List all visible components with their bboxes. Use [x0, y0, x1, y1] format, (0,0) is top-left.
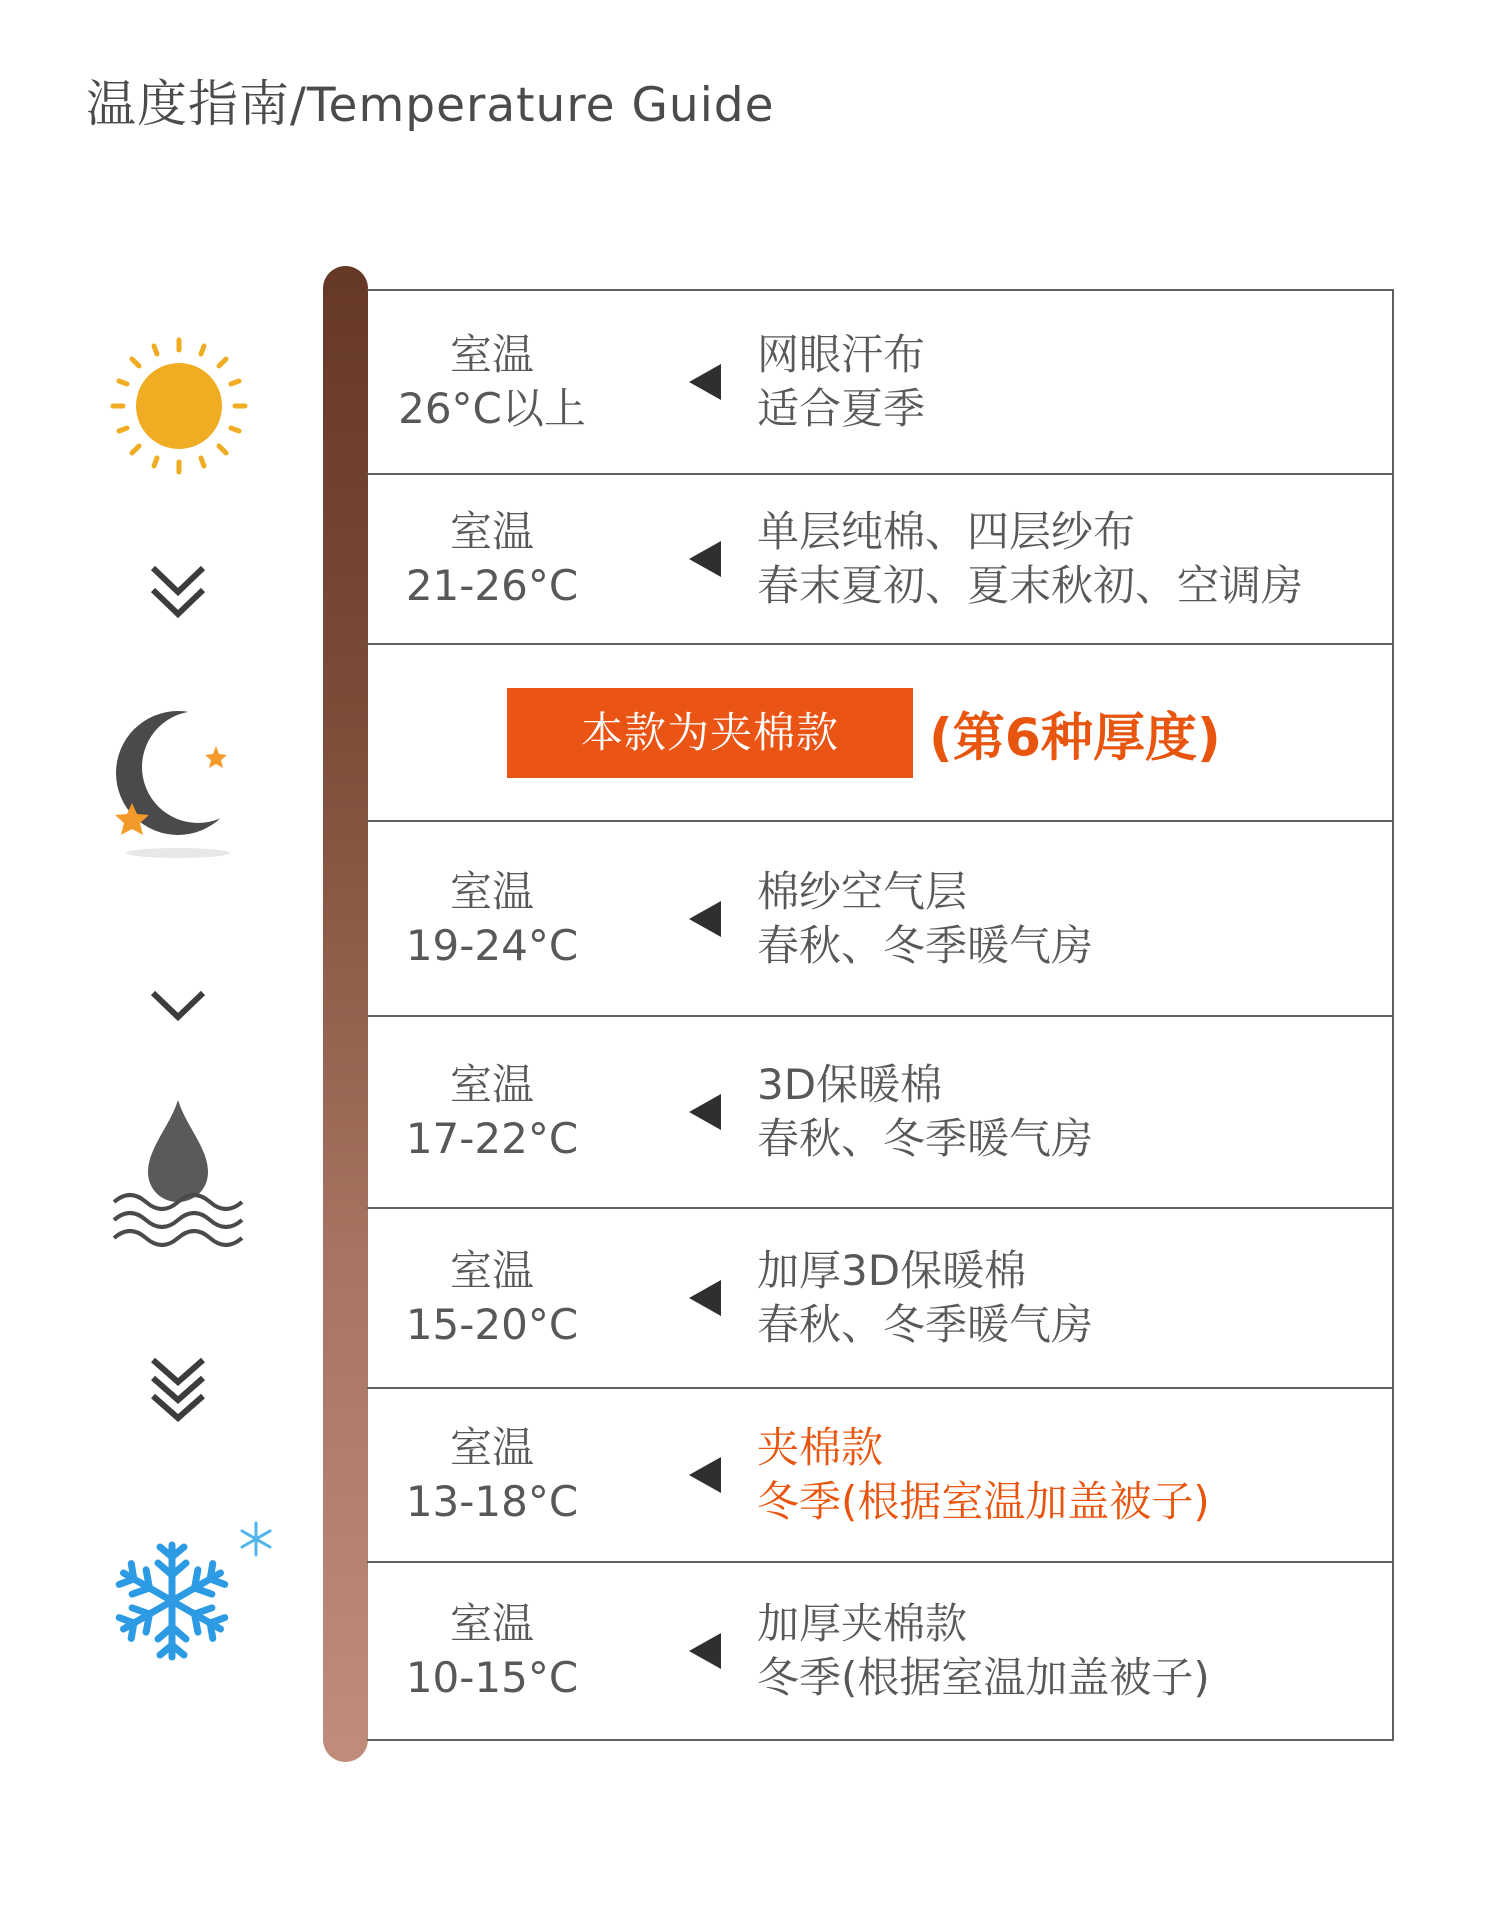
title-cn: 温度指南 [86, 75, 290, 133]
temp-label: 室温 [449, 1246, 534, 1295]
fabric-description [757, 1421, 1210, 1529]
double-chevron-down-icon [147, 1354, 209, 1434]
room-temp [367, 505, 617, 613]
room-temp [367, 865, 617, 973]
triangle-left-icon [689, 1280, 721, 1316]
temp-label: 室温 [449, 1423, 534, 1472]
fabric-season: 适合夏季 [757, 384, 926, 433]
moon-stars-icon [110, 705, 255, 865]
temp-range: 19-24°C [405, 920, 579, 970]
double-chevron-down-icon [147, 560, 209, 624]
fabric-season: 春末夏初、夏末秋初、空调房 [757, 561, 1304, 610]
temperature-gradient-bar [323, 266, 368, 1762]
triangle-left-icon [689, 1094, 721, 1130]
fabric-description [757, 328, 925, 436]
temperature-table [367, 289, 1394, 1741]
fabric-season: 春秋、冬季暖气房 [757, 1300, 1094, 1349]
snowflake-icon [112, 1513, 282, 1668]
chevron-down-icon [147, 985, 209, 1025]
temp-range: 21-26°C [405, 561, 579, 610]
room-temp [367, 328, 617, 436]
highlight-row [367, 645, 1392, 822]
fabric-name: 3D保暖棉 [757, 1060, 943, 1109]
temp-label: 室温 [449, 866, 534, 916]
temp-range: 15-20°C [405, 1300, 579, 1349]
fabric-description [757, 865, 1093, 973]
water-drop-icon [110, 1096, 246, 1248]
fabric-name: 加厚3D保暖棉 [757, 1246, 1027, 1295]
fabric-season: 春秋、冬季暖气房 [757, 1114, 1094, 1163]
fabric-season: 冬季(根据室温加盖被子) [757, 1653, 1210, 1702]
table-row-highlighted [367, 1389, 1392, 1563]
current-product-badge: 本款为夹棉款 [507, 688, 913, 778]
room-temp [367, 1244, 617, 1352]
room-temp [367, 1058, 617, 1166]
fabric-name: 网眼汗布 [757, 330, 926, 379]
fabric-name: 单层纯棉、四层纱布 [757, 507, 1136, 556]
fabric-name: 棉纱空气层 [757, 866, 968, 916]
temp-label: 室温 [449, 1599, 534, 1648]
temp-range: 26°C以上 [398, 384, 586, 433]
temp-range: 13-18°C [405, 1477, 579, 1526]
triangle-left-icon [689, 1457, 721, 1493]
table-row [367, 822, 1392, 1017]
fabric-description [757, 1597, 1210, 1705]
triangle-left-icon [689, 1633, 721, 1669]
room-temp [367, 1597, 617, 1705]
temp-range: 10-15°C [405, 1653, 579, 1702]
sun-icon [110, 337, 248, 475]
page-title [86, 64, 775, 136]
temp-range: 17-22°C [405, 1114, 579, 1163]
triangle-left-icon [689, 901, 721, 937]
temp-label: 室温 [449, 1060, 534, 1109]
fabric-season: 春秋、冬季暖气房 [757, 920, 1094, 970]
table-row [367, 291, 1392, 475]
triangle-left-icon [689, 364, 721, 400]
room-temp [367, 1421, 617, 1529]
fabric-season: 冬季(根据室温加盖被子) [757, 1477, 1210, 1526]
triangle-left-icon [689, 541, 721, 577]
table-row [367, 1017, 1392, 1209]
temp-label: 室温 [449, 507, 534, 556]
fabric-description [757, 1058, 1093, 1166]
table-row [367, 1209, 1392, 1389]
thickness-note: (第6种厚度) [929, 708, 1221, 768]
fabric-description [757, 505, 1303, 613]
fabric-description [757, 1244, 1093, 1352]
table-row [367, 1563, 1392, 1739]
fabric-name: 加厚夹棉款 [757, 1599, 968, 1648]
fabric-name: 夹棉款 [757, 1423, 884, 1472]
title-en: /Temperature Guide [290, 78, 775, 133]
temp-label: 室温 [449, 330, 534, 379]
table-row [367, 475, 1392, 645]
